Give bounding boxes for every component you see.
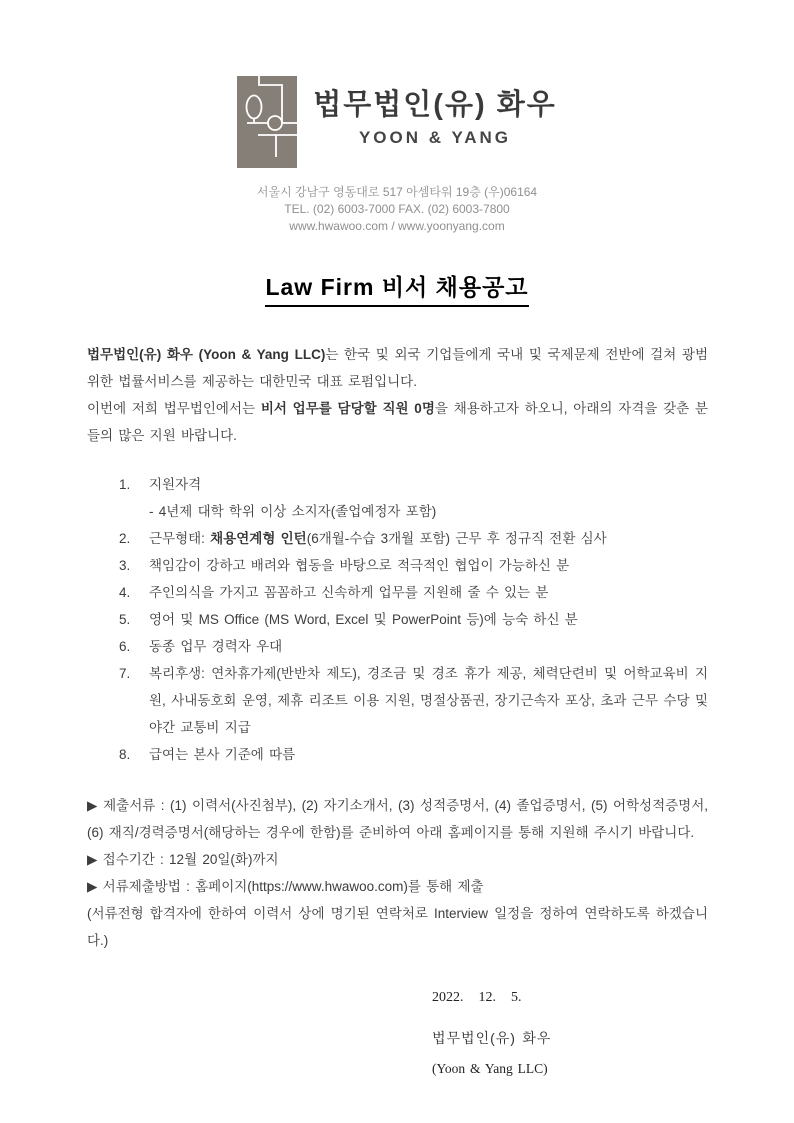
list-item	[119, 471, 708, 525]
signature-company-korean: 법무법인(유) 화우	[432, 1030, 552, 1046]
firm-name-english: YOON & YANG	[358, 127, 512, 147]
document-body	[87, 341, 708, 1082]
application-period: ▶ 접수기간 : 12월 20일(화)까지	[87, 852, 279, 867]
item-number: 6.	[119, 639, 131, 654]
requirements-list	[87, 471, 708, 768]
item-number: 4.	[119, 585, 131, 600]
item-text-pre: 지원자격	[149, 477, 202, 492]
item-text-bold: 채용연계형 인턴	[210, 531, 307, 546]
address-line: 서울시 강남구 영동대로 517 아셈타워 19층 (우)06164	[256, 185, 538, 199]
signature-date: 2022. 12. 5.	[432, 990, 522, 1005]
item-text-pre: 복리후생: 연차휴가제(반반차 제도), 경조금 및 경조 휴가 제공, 체력단련비 및 어학교육비 지원, 사내동호회 운영, 제휴 리조트 이용 지원, 명절상품권, 장기근속자 포상, 초과 근무 수당 및 야간 교통비 지급	[149, 666, 708, 735]
submission-documents: ▶ 제출서류 : (1) 이력서(사진첨부), (2) 자기소개서, (3) 성적증명서, (4) 졸업증명서, (5) 어학성적증명서, (6) 재직/경력증명서(해당하는 경우에 한함)를 준비하여 아래 홈페이지를 통해 지원해 주시기 바랍니다.	[87, 798, 708, 840]
intro-p1-rest: 는 한국 및 외국 기업들에게 국내 및 국제문제 전반에 걸쳐 광범위한 법률서비스를 제공하는 대한민국 대표 로펌입니다.	[87, 347, 708, 389]
item-text	[149, 552, 708, 579]
item-text-post: (6개월-수습 3개월 포함) 근무 후 정규직 전환 심사	[306, 531, 607, 546]
item-number: 1.	[119, 477, 131, 492]
intro-paragraph-1	[87, 341, 708, 395]
item-text	[149, 471, 708, 525]
websites-line: www.hwawoo.com / www.yoonyang.com	[289, 219, 505, 233]
title-wrap	[0, 269, 794, 307]
list-item	[119, 741, 708, 768]
item-text-pre: 주인의식을 가지고 꼼꼼하고 신속하게 업무를 지원해 줄 수 있는 분	[149, 585, 549, 600]
item-number: 3.	[119, 558, 131, 573]
item-number: 2.	[119, 531, 131, 546]
list-item	[119, 660, 708, 741]
item-text-pre: 근무형태:	[149, 531, 211, 546]
signature-block	[432, 984, 708, 1082]
submission-method: ▶ 서류제출방법 : 홈페이지(https://www.hwawoo.com)를 통해 제출	[87, 879, 484, 894]
submission-section	[87, 792, 708, 954]
item-text	[149, 660, 708, 741]
intro-paragraph-2	[87, 395, 708, 449]
tel-fax-line: TEL. (02) 6003-7000 FAX. (02) 6003-7800	[284, 202, 510, 216]
list-item	[119, 606, 708, 633]
item-text	[149, 579, 708, 606]
item-text-pre: 영어 및 MS Office (MS Word, Excel 및 PowerPoint 등)에 능숙 하신 분	[149, 612, 578, 627]
item-number: 8.	[119, 747, 131, 762]
list-item	[119, 552, 708, 579]
intro-p2-bold: 비서 업무를 담당할 직원 0명	[260, 401, 435, 416]
letterhead	[0, 0, 794, 168]
item-text-pre: 급여는 본사 기준에 따름	[149, 747, 296, 762]
item-text-pre: 책임감이 강하고 배려와 협동을 바탕으로 적극적인 협업이 가능하신 분	[149, 558, 570, 573]
item-text	[149, 525, 708, 552]
item-text-pre: 동종 업무 경력자 우대	[149, 639, 283, 654]
item-subline: - 4년제 대학 학위 이상 소지자(졸업예정자 포함)	[149, 504, 437, 519]
logo-text	[313, 76, 556, 148]
item-number: 7.	[119, 666, 131, 681]
item-text	[149, 633, 708, 660]
screening-note: (서류전형 합격자에 한하여 이력서 상에 명기된 연락처로 Interview 일정을 정하여 연락하도록 하겠습니다.)	[87, 906, 708, 948]
intro-p2-rest: 을 채용하고자 하오니, 아래의 자격을 갖춘 분들의 많은 지원 바랍니다.	[87, 401, 708, 443]
list-item	[119, 525, 708, 552]
signature-company-english: (Yoon & Yang LLC)	[432, 1061, 548, 1076]
letterhead-contact	[0, 184, 794, 235]
list-item	[119, 579, 708, 606]
item-text	[149, 606, 708, 633]
yoon-yang-logo-icon	[237, 76, 297, 168]
item-number: 5.	[119, 612, 131, 627]
page-title: Law Firm 비서 채용공고	[265, 269, 528, 307]
item-text	[149, 741, 708, 768]
firm-name-korean: 법무법인(유) 화우	[313, 89, 557, 121]
intro-p1-bold: 법무법인(유) 화우 (Yoon & Yang LLC)	[87, 347, 326, 362]
list-item	[119, 633, 708, 660]
intro-p2-pre: 이번에 저희 법무법인에서는	[87, 401, 261, 416]
